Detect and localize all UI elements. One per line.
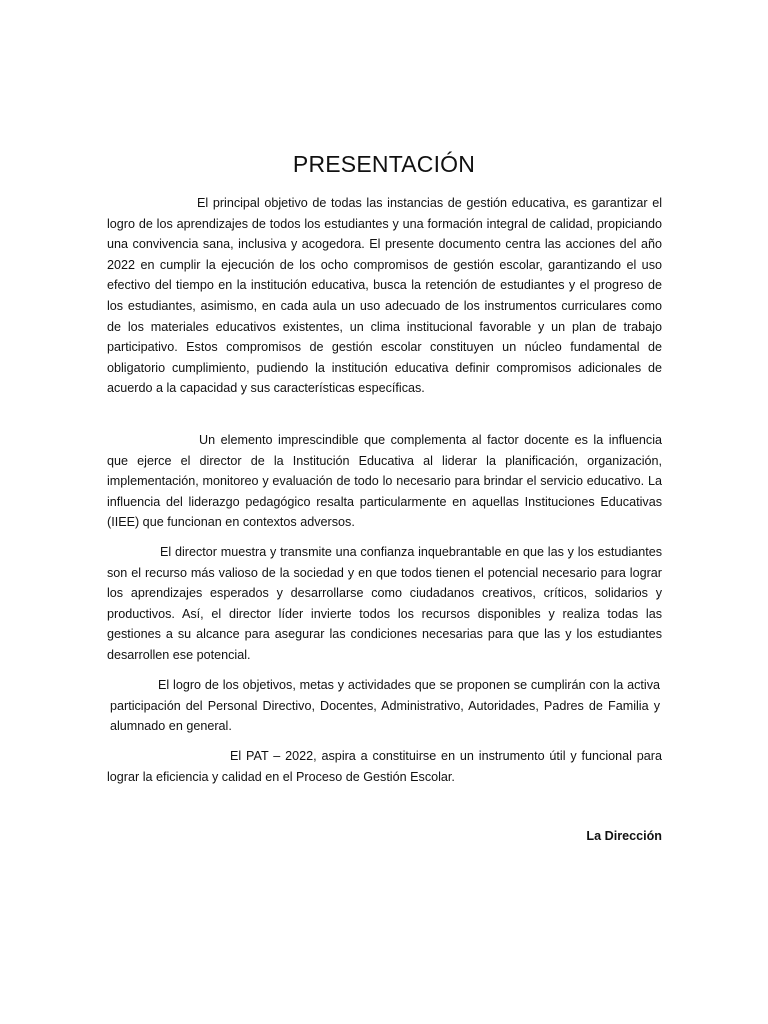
signature: La Dirección [586, 829, 662, 843]
paragraph-director-influence: Un elemento imprescindible que complementa al factor docente es la influencia que ejerce el director de la Institución Educativa al liderar la planificación, organización, implementación, monitoreo y evaluación de todo lo necesario para brindar el servicio educativo. La influencia del liderazgo pedagógico resalta particularmente en aquellas Instituciones Educativas (IIEE) que funcionan en contextos adversos. [107, 433, 662, 530]
page-title: PRESENTACIÓN [292, 151, 476, 177]
paragraph-objective: El principal objetivo de todas las instancias de gestión educativa, es garantizar el logro de los aprendizajes de todos los estudiantes y una formación integral de calidad, propiciando una convivencia sana, inclusiva y acogedora. El presente documento centra las acciones del año 2022 en cumplir la ejecución de los ocho compromisos de gestión escolar, garantizando el uso efectivo del tiempo en la institución educativa, busca la retención de estudiantes y el progreso de los estudiantes, asimismo, en cada aula un uso adecuado de los instrumentos curriculares como de los materiales educativos existentes, un clima institucional favorable y un plan de trabajo participativo. Estos compromisos de gestión escolar constituyen un núcleo fundamental de obligatorio cumplimiento, pudiendo la institución educativa definir compromisos adicionales de acuerdo a la capacidad y sus características específicas. [107, 196, 662, 396]
paragraph-pat-2022: El PAT – 2022, aspira a constituirse en un instrumento útil y funcional para lograr la eficiencia y calidad en el Proceso de Gestión Escolar. [107, 749, 662, 784]
paragraph-director-confidence: El director muestra y transmite una confianza inquebrantable en que las y los estudiantes son el recurso más valioso de la sociedad y en que todos tienen el potencial necesario para lograr los aprendizajes esperados y desarrollarse como ciudadanos creativos, críticos, solidarios y productivos. Así, el director líder invierte todos los recursos disponibles y realiza todas las gestiones a su alcance para asegurar las condiciones necesarias para que las y los estudiantes desarrollen ese potencial. [107, 545, 662, 662]
paragraph-participation: El logro de los objetivos, metas y actividades que se proponen se cumplirán con la activa participación del Personal Directivo, Docentes, Administrativo, Autoridades, Padres de Familia y alumnado en general. [110, 678, 660, 734]
